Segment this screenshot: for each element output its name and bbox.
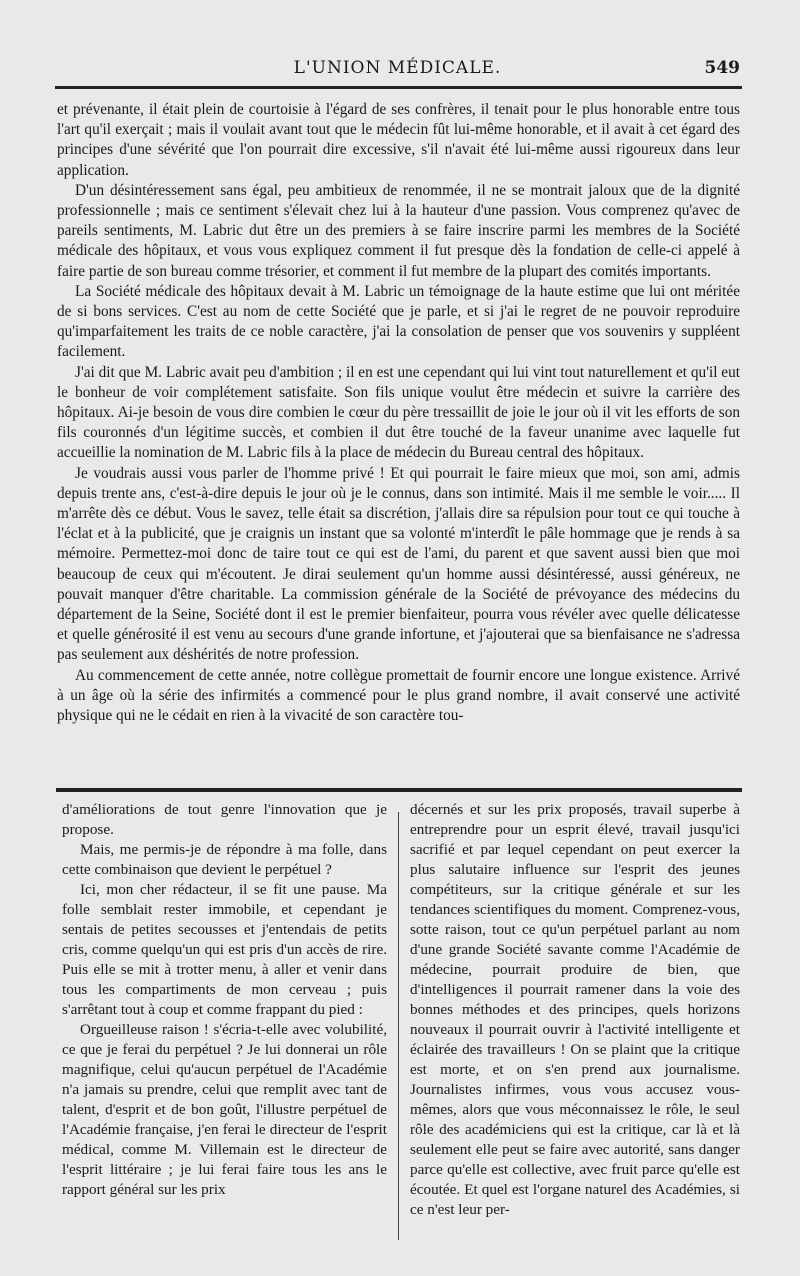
journal-title: L'UNION MÉDICALE.: [293, 58, 502, 78]
paragraph: Orgueilleuse raison ! s'écria-t-elle avec volubilité, ce que je ferai du perpétuel ? Je lui donnerai un rôle magnifique, celui qu'aucun perpétuel de l'Académie n'a jamais su prendre, celui que remplit avec tant de talent, d'esprit et de bon goût, l'illustre perpétuel de l'Académie française, j'en ferai le directeur de l'esprit médical, comme M. Villemain est le directeur de l'esprit littéraire ; je lui ferai faire tous les ans le rapport général sur les prix: [62, 1021, 387, 1198]
page-number: 549: [704, 58, 740, 78]
paragraph: Mais, me permis-je de répondre à ma folle, dans cette combinaison que devient le perpétuel ?: [62, 841, 387, 878]
feuilleton-right-column: [410, 800, 740, 1220]
main-article-text: [57, 100, 740, 726]
paragraph: La Société médicale des hôpitaux devait à M. Labric un témoignage de la haute estime que lui ont méritée de si bons services. C'est au nom de cette Société que je parle, et si j'ai le regret de ne pouvoir reproduire qu'imparfaitement les traits de ce noble caractère, j'ai la consolation de penser que vos souvenirs y suppléent facilement.: [57, 282, 740, 361]
column-divider: [398, 812, 399, 1240]
paragraph: Je voudrais aussi vous parler de l'homme privé ! Et qui pourrait le faire mieux que moi, son ami, admis depuis trente ans, c'est-à-dire depuis le jour où je le connus, dans son intimité. Mais il me semble le voir..... Il m'arrête dès ce début. Vous le savez, telle était sa discrétion, j'allais dire sa répulsion pour tout ce qui touche à l'éclat et à la publicité, que je craignis un instant que sa volonté m'interdît le pâle hommage que je rends à sa mémoire. Permettez-moi donc de taire tout ce qui est de l'ami, du parent et que savent aussi bien que moi beaucoup de ceux qui m'écoutent. Je dirai seulement qu'un homme aussi désintéressé, aussi généreux, ne pouvait manquer d'être charitable. La commission générale de la Société de prévoyance des médecins du département de la Seine, Société dont il est le premier bienfaiteur, pourra vous révéler avec quelle délicatesse et quelle générosité il est venu au secours d'une grande infortune, et j'ajouterai que sa bienfaisance ne s'adressa pas seulement aux déshérités de notre profession.: [57, 464, 740, 664]
paragraph: d'améliorations de tout genre l'innovation que je propose.: [62, 801, 387, 838]
feuilleton-left-column: [62, 800, 387, 1200]
paragraph: Ici, mon cher rédacteur, il se fit une pause. Ma folle semblait rester immobile, et cependant je sentais de petites secousses et j'entendais de petits cris, comme quelqu'un qui est pris d'un accès de rire. Puis elle se mit à trotter menu, à aller et venir dans tous les compartiments de mon cerveau ; puis s'arrêtant tout à coup et comme frappant du pied :: [62, 881, 387, 1018]
paragraph: Au commencement de cette année, notre collègue promettait de fournir encore une longue existence. Arrivé à un âge où la série des infirmités a commencé pour le plus grand nombre, il avait conservé une activité physique qui ne le cédait en rien à la vivacité de son caractère tou-: [57, 666, 740, 725]
paragraph: J'ai dit que M. Labric avait peu d'ambition ; il en est une cependant qui lui vint tout naturellement et qu'il eut le bonheur de voir complétement satisfaite. Son fils unique voulut être médecin et suivre la carrière des hôpitaux. Ai-je besoin de vous dire combien le cœur du père tressaillit de joie le jour où il vit les efforts de son fils couronnés d'un légitime succès, et combien il dut être touché de la faveur unanime avec laquelle fut accueillie la nomination de M. Labric fils à la place de médecin du Bureau central des hôpitaux.: [57, 363, 740, 462]
paragraph: décernés et sur les prix proposés, travail superbe à entreprendre pour un esprit élevé, travail jusqu'ici sacrifié et par lequel cependant on peut exercer la plus salutaire influence sur l'esprit des jeunes compétiteurs, sur la critique générale et sur les tendances scientifiques du moment. Comprenez-vous, sotte raison, tout ce qu'un perpétuel parlant au nom d'une grande Société savante comme l'Académie de médecine, pourrait produire de bien, que d'intelligences il pourrait ramener dans la voie des bonnes méthodes et des principes, quels horizons nouveaux il pourrait ouvrir à l'activité intelligente et éclairée des travailleurs ! On se plaint que la critique est morte, et on s'en prend aux journalisme. Journalistes infirmes, vous vous accusez vous-mêmes, alors que vous méconnaissez le rôle, le seul rôle des académiciens qui est la critique, car là et là seulement elle peut se faire avec autorité, sans danger parce qu'elle est collective, avec fruit parce qu'elle est écoutée. Et quel est l'organe naturel des Académies, si ce n'est leur per-: [410, 801, 740, 1218]
paragraph: et prévenante, il était plein de courtoisie à l'égard de ses confrères, il tenait pour le plus honorable entre tous l'art qu'il exerçait ; mais il voulait avant tout que le médecin fût lui-même honorable, et il avait à cet égard des principes d'une sévérité que l'on pourrait dire excessive, s'il n'avait été lui-même aussi rigoureux dans leur application.: [57, 101, 740, 179]
paragraph: D'un désintéressement sans égal, peu ambitieux de renommée, il ne se montrait jaloux que de la dignité professionnelle ; mais ce sentiment s'élevait chez lui à la hauteur d'une passion. Vous comprenez qu'avec de pareils sentiments, M. Labric dut être un des premiers à se faire inscrire parmi les membres de la Société médicale des hôpitaux, et vous vous expliquez comment il fut presque dès la fondation de celle-ci appelé à faire partie de son bureau comme trésorier, et comment il fut membre de la plupart des comités importants.: [57, 181, 740, 280]
running-header: [55, 58, 740, 84]
header-rule: [55, 86, 742, 89]
section-rule: [56, 788, 742, 792]
